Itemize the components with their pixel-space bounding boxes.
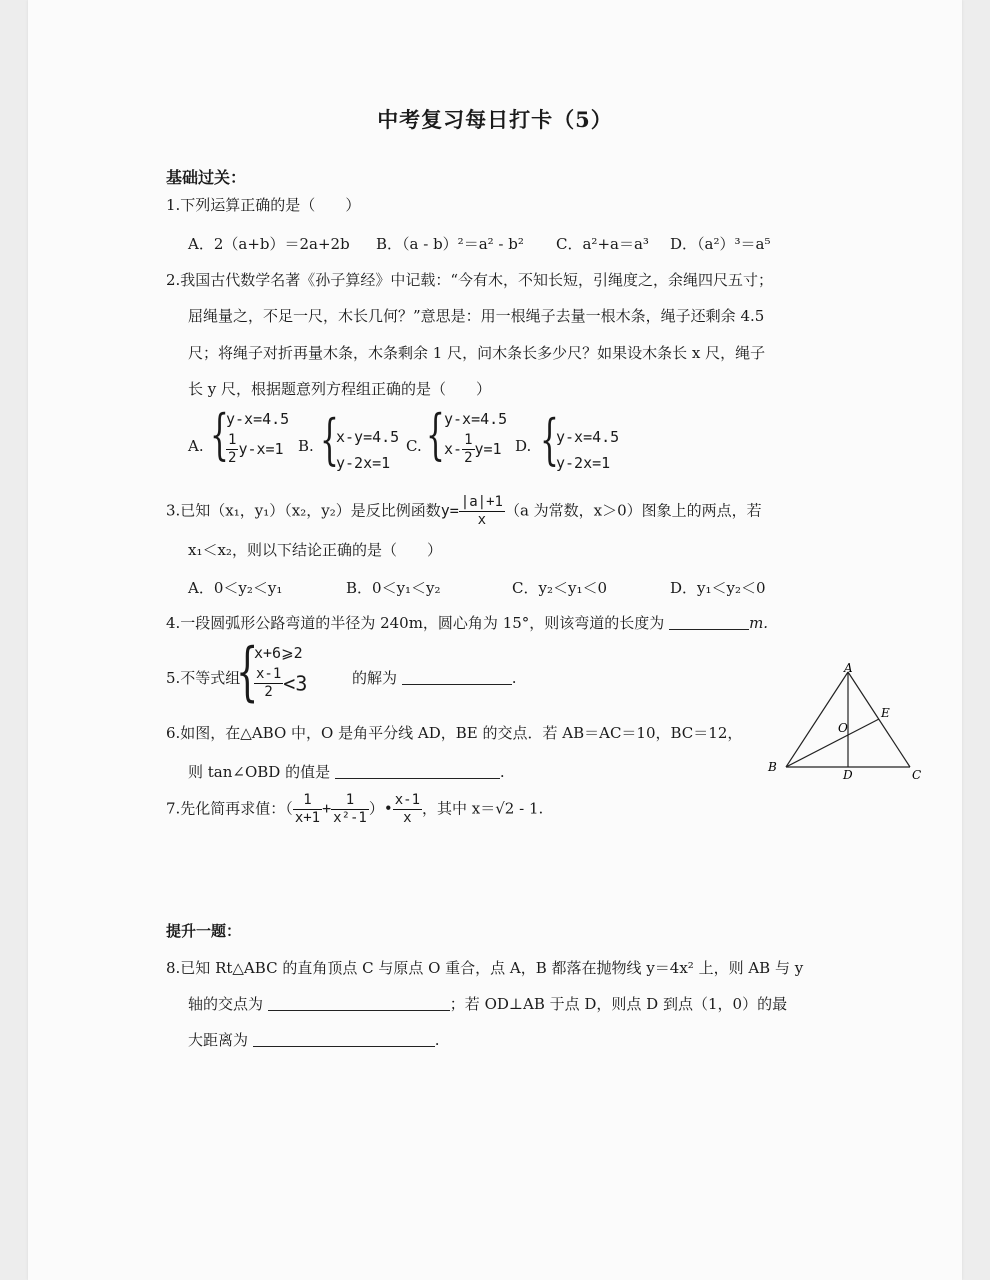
question-5-system	[254, 644, 307, 701]
question-2-option-a-label: A.	[188, 437, 204, 455]
question-2-line-3: 尺；将绳子对折再量木条，木条剩余 1 尺，问木条长多少尺？如果设木条长 x 尺，绳子	[188, 344, 766, 362]
eq-d-2: y-2x=1	[556, 454, 611, 472]
brace-b: {	[320, 408, 339, 471]
brace-d: {	[540, 408, 559, 471]
triangle-figure	[758, 662, 958, 788]
ineq-2: $\frac{x-1}{2}$ <3	[256, 666, 308, 700]
question-3-option-b: B．0＜y₁＜y₂	[346, 579, 441, 597]
question-6-line-2: 则 tan∠OBD 的值是 .	[188, 763, 505, 781]
question-2-option-d-label: D.	[515, 437, 532, 455]
question-6-line-1: 6.如图，在△ABO 中，O 是角平分线 AD，BE 的交点．若 AB＝AC＝10，BC＝12，	[166, 724, 743, 742]
eq-c-2: x- $\frac{1}{2}$ y=1	[444, 432, 502, 466]
question-3-option-d: D．y₁＜y₂＜0	[670, 579, 766, 597]
question-5-label: 5.不等式组	[166, 669, 241, 687]
question-8-answer-blank-1[interactable]	[268, 996, 450, 1011]
question-8-line-2: 轴的交点为 ；若 OD⊥AB 于点 D，则点 D 到点（1，0）的最	[188, 995, 788, 1013]
question-6-answer-blank[interactable]	[335, 764, 500, 779]
eq-b-2: y-2x=1	[336, 454, 391, 472]
question-5-tail: 的解为 .	[352, 669, 517, 687]
brace-a: {	[210, 403, 229, 466]
eq-b-1: x-y=4.5	[336, 428, 400, 446]
question-1-option-c: C．a²+a＝a³	[556, 235, 649, 253]
question-2-option-b-system	[336, 424, 399, 476]
bisector-be	[786, 719, 879, 767]
question-1-option-a: A．2（a+b）＝2a+2b	[188, 235, 350, 253]
question-1-stem: 1.下列运算正确的是（ ）	[166, 196, 361, 214]
question-8-line-1: 8.已知 Rt△ABC 的直角顶点 C 与原点 O 重合，点 A，B 都落在抛物线 y＝4x² 上，则 AB 与 y	[166, 959, 804, 977]
question-8-answer-blank-2[interactable]	[253, 1032, 435, 1047]
question-2-option-c-label: C.	[406, 437, 422, 455]
question-1-option-b: B．（a - b）²＝a² - b²	[376, 235, 524, 253]
question-3-line-2: x₁＜x₂，则以下结论正确的是（ ）	[188, 541, 442, 559]
figure-label-a: A	[844, 662, 853, 675]
eq-d-1: y-x=4.5	[556, 428, 620, 446]
question-3-option-a: A．0＜y₂＜y₁	[188, 579, 283, 597]
question-1-option-d: D．（a²）³＝a⁵	[670, 235, 771, 253]
eq-c-1: y-x=4.5	[444, 410, 508, 428]
question-3-option-c: C．y₂＜y₁＜0	[512, 579, 607, 597]
question-2-line-4: 长 y 尺，根据题意列方程组正确的是（ ）	[188, 380, 492, 398]
figure-label-d: D	[843, 768, 853, 782]
side-ab	[786, 672, 848, 767]
brace-c: {	[426, 403, 445, 466]
eq-a-1: y-x=4.5	[226, 410, 290, 428]
question-2-option-a-system	[226, 410, 289, 467]
page-title: 中考复习每日打卡（5）	[377, 107, 613, 132]
question-8-line-3: 大距离为 .	[188, 1031, 440, 1049]
question-7: 7.先化简再求值：（ $\frac{1}{x+1}$ + $\frac{1}{\text{x²-1}}$ ）• $\frac{x-1}{x}$ ，其中 x＝√2 - 1.	[166, 792, 544, 826]
question-5-answer-blank[interactable]	[402, 670, 512, 685]
figure-label-e: E	[881, 706, 890, 720]
question-4-answer-blank[interactable]	[669, 615, 749, 630]
section-advanced-heading: 提升一题：	[166, 922, 242, 940]
figure-label-b: B	[768, 760, 777, 774]
eq-a-2: $\frac{1}{2}$ y-x=1	[228, 432, 284, 466]
question-2-option-c-system	[444, 410, 507, 467]
figure-label-c: C	[912, 768, 922, 782]
figure-label-o: O	[838, 721, 848, 735]
question-2-line-2: 屈绳量之，不足一尺，木长几何？”意思是：用一根绳子去量一根木条，绳子还剩余 4.5	[188, 307, 765, 325]
brace-q5: {	[236, 635, 259, 709]
question-2-option-d-system	[556, 424, 619, 476]
ineq-1: x+6⩾2	[254, 644, 303, 662]
section-basic-heading: 基础过关：	[166, 168, 247, 187]
question-2-line-1: 2.我国古代数学名著《孙子算经》中记载：“今有木，不知长短，引绳度之，余绳四尺五寸；	[166, 271, 773, 289]
worksheet-page	[28, 0, 962, 1280]
question-2-option-b-label: B.	[298, 437, 314, 455]
question-4: 4.一段圆弧形公路弯道的半径为 240m，圆心角为 15°，则该弯道的长度为 m.	[166, 614, 769, 632]
question-3-line-1: 3.已知（x₁，y₁）（x₂，y₂）是反比例函数y= $\frac{|a|+1}{x}$ （a 为常数，x＞0）图象上的两点，若	[166, 494, 762, 528]
